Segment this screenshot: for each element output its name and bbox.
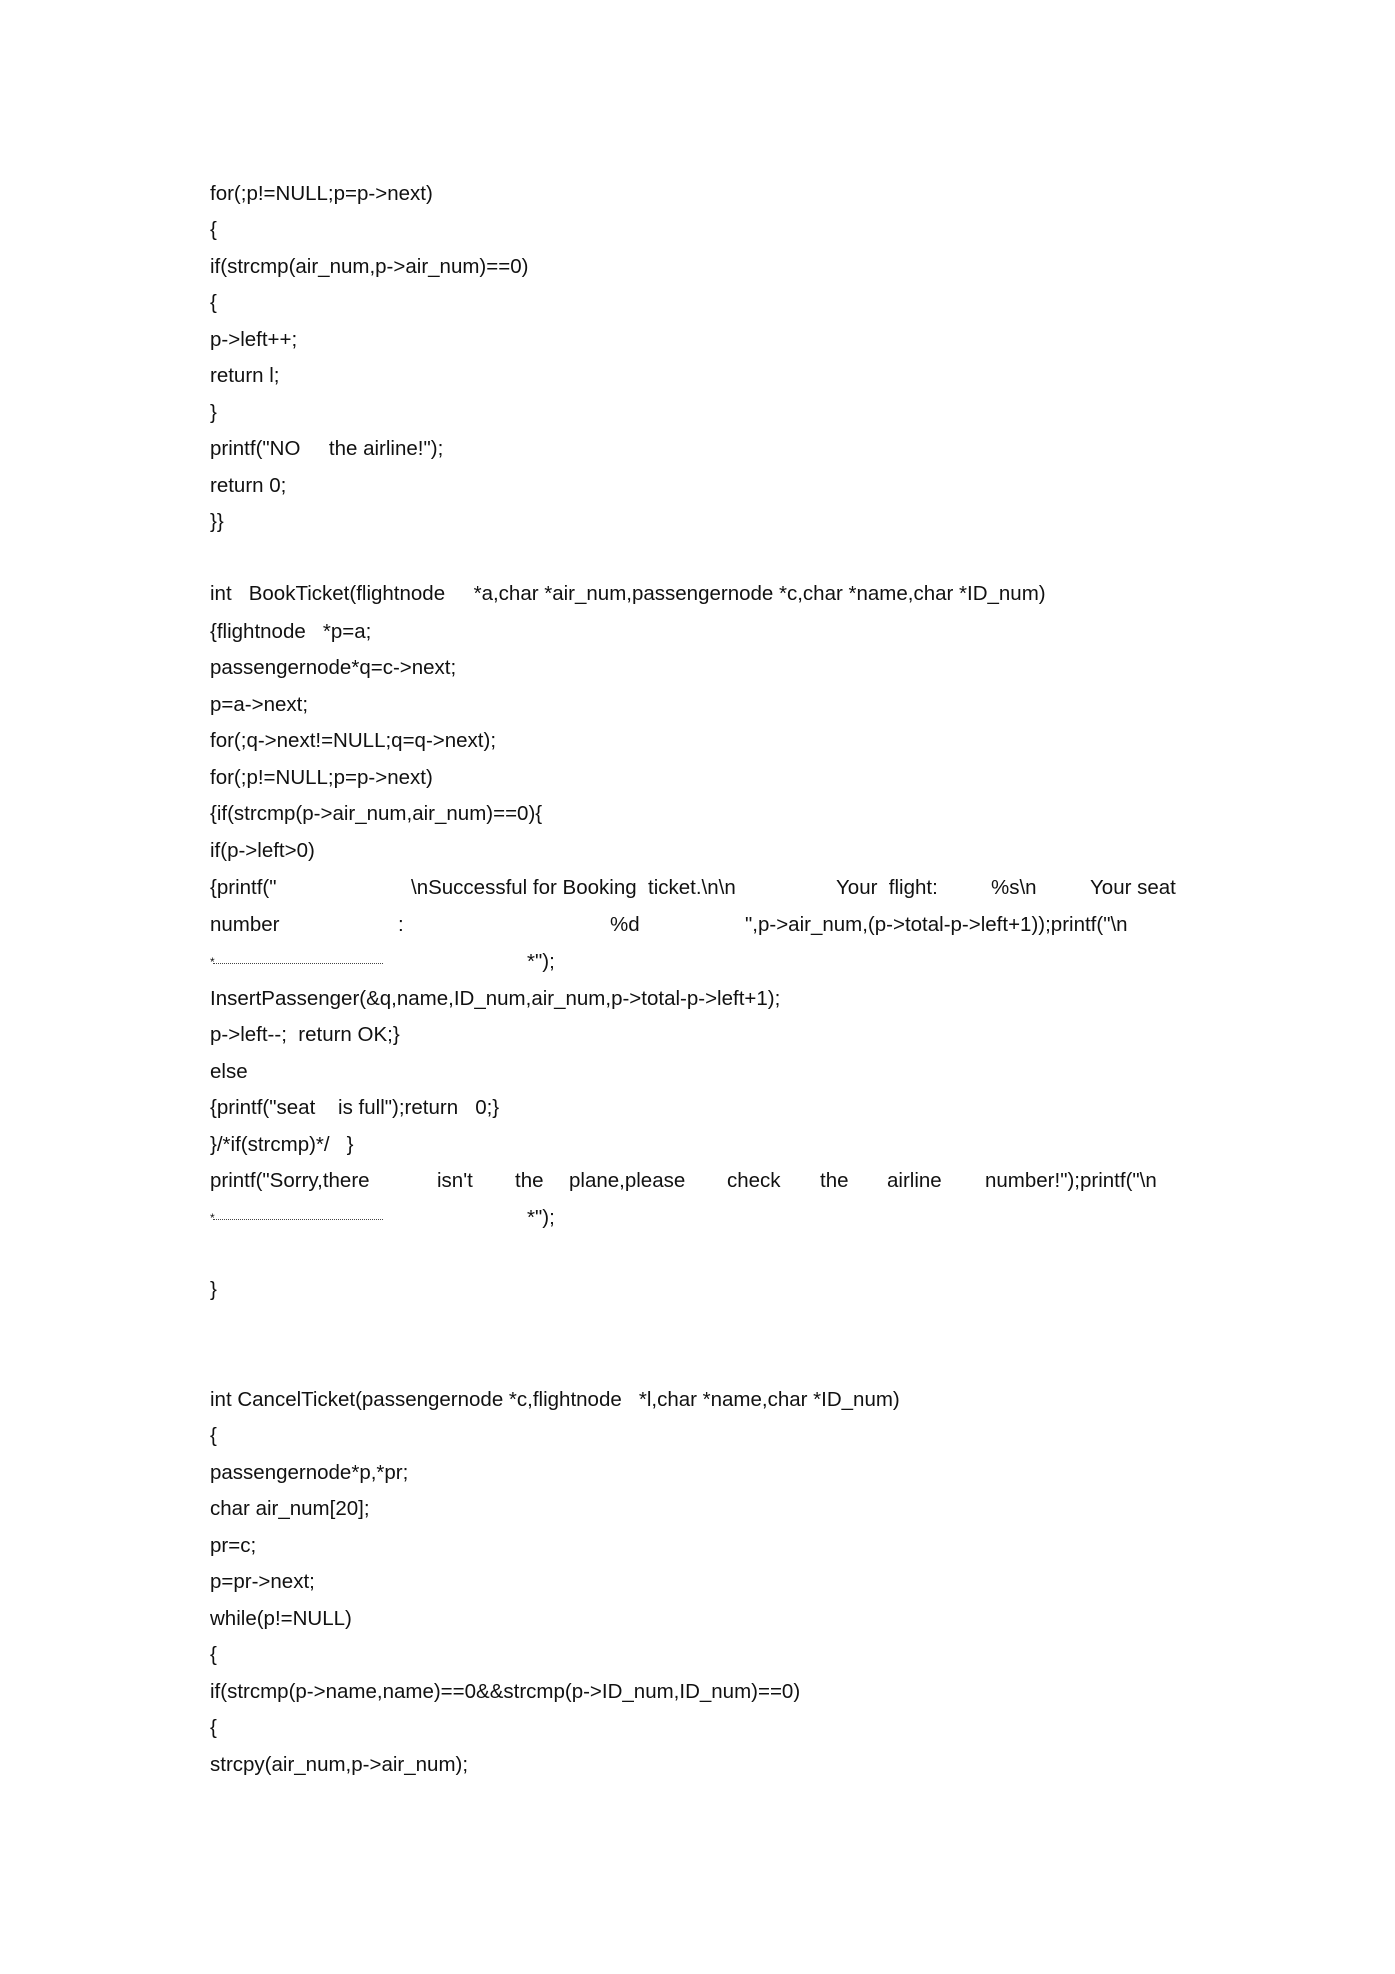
- code-segment: number!");printf("\n: [985, 1169, 1157, 1192]
- code-segment: Your flight:: [836, 876, 938, 899]
- code-line: {printf("seat is full");return 0;}: [210, 1096, 500, 1119]
- code-line: if(strcmp(p->name,name)==0&&strcmp(p->ID_num,ID_num)==0): [210, 1680, 801, 1703]
- code-line: char air_num[20];: [210, 1497, 370, 1520]
- code-line: else: [210, 1060, 248, 1083]
- code-segment: printf("Sorry,there: [210, 1169, 370, 1192]
- code-line: if(p->left>0): [210, 839, 315, 862]
- code-segment: Your seat: [1090, 876, 1176, 899]
- code-line: if(strcmp(air_num,p->air_num)==0): [210, 255, 529, 278]
- code-segment: number: [210, 913, 280, 936]
- code-segment: *");: [527, 950, 555, 973]
- code-line: return l;: [210, 364, 280, 387]
- code-line: {: [210, 291, 217, 314]
- function-signature-cancelticket: int CancelTicket(passengernode *c,flightnode *l,char *name,char *ID_num): [210, 1388, 900, 1411]
- code-segment: %s\n: [991, 876, 1037, 899]
- code-segment: ",p->air_num,(p->total-p->left+1));printf("\n: [745, 913, 1128, 936]
- code-line: for(;q->next!=NULL;q=q->next);: [210, 729, 497, 752]
- code-line: for(;p!=NULL;p=p->next): [210, 182, 433, 205]
- code-segment: isn't: [437, 1169, 473, 1192]
- code-line: return 0;: [210, 474, 287, 497]
- code-line: {: [210, 1424, 217, 1447]
- code-line: p->left--; return OK;}: [210, 1023, 400, 1046]
- code-segment: plane,please: [569, 1169, 686, 1192]
- code-line: p=a->next;: [210, 693, 309, 716]
- code-segment: \nSuccessful for Booking ticket.\n\n: [411, 876, 736, 899]
- code-segment: check: [727, 1169, 781, 1192]
- code-line: }/*if(strcmp)*/ }: [210, 1133, 354, 1156]
- code-line: {: [210, 1716, 217, 1739]
- code-segment: airline: [887, 1169, 942, 1192]
- code-line: while(p!=NULL): [210, 1607, 352, 1630]
- code-segment: {printf(": [210, 876, 277, 899]
- code-segment: %d: [610, 913, 640, 936]
- code-line: {flightnode *p=a;: [210, 620, 372, 643]
- code-line: }}: [210, 510, 224, 533]
- code-line: p=pr->next;: [210, 1570, 315, 1593]
- code-line: for(;p!=NULL;p=p->next): [210, 766, 433, 789]
- code-segment: *");: [527, 1206, 555, 1229]
- code-line: InsertPassenger(&q,name,ID_num,air_num,p->total-p->left+1);: [210, 987, 781, 1010]
- code-line: }: [210, 1278, 217, 1301]
- code-line: {: [210, 1643, 217, 1666]
- code-line: }: [210, 401, 217, 424]
- code-line: printf("NO the airline!");: [210, 437, 444, 460]
- code-line: strcpy(air_num,p->air_num);: [210, 1753, 469, 1776]
- dotted-rule: *: [210, 950, 380, 974]
- dotted-rule: *: [210, 1206, 380, 1230]
- code-line: passengernode*q=c->next;: [210, 656, 457, 679]
- code-line: passengernode*p,*pr;: [210, 1461, 409, 1484]
- function-signature-bookticket: int BookTicket(flightnode *a,char *air_num,passengernode *c,char *name,char *ID_num): [210, 582, 1046, 605]
- code-line: pr=c;: [210, 1534, 257, 1557]
- code-segment: the: [515, 1169, 544, 1192]
- code-line: p->left++;: [210, 328, 298, 351]
- code-line: {: [210, 218, 217, 241]
- code-segment: the: [820, 1169, 849, 1192]
- code-line: {if(strcmp(p->air_num,air_num)==0){: [210, 802, 543, 825]
- code-segment: :: [398, 913, 404, 936]
